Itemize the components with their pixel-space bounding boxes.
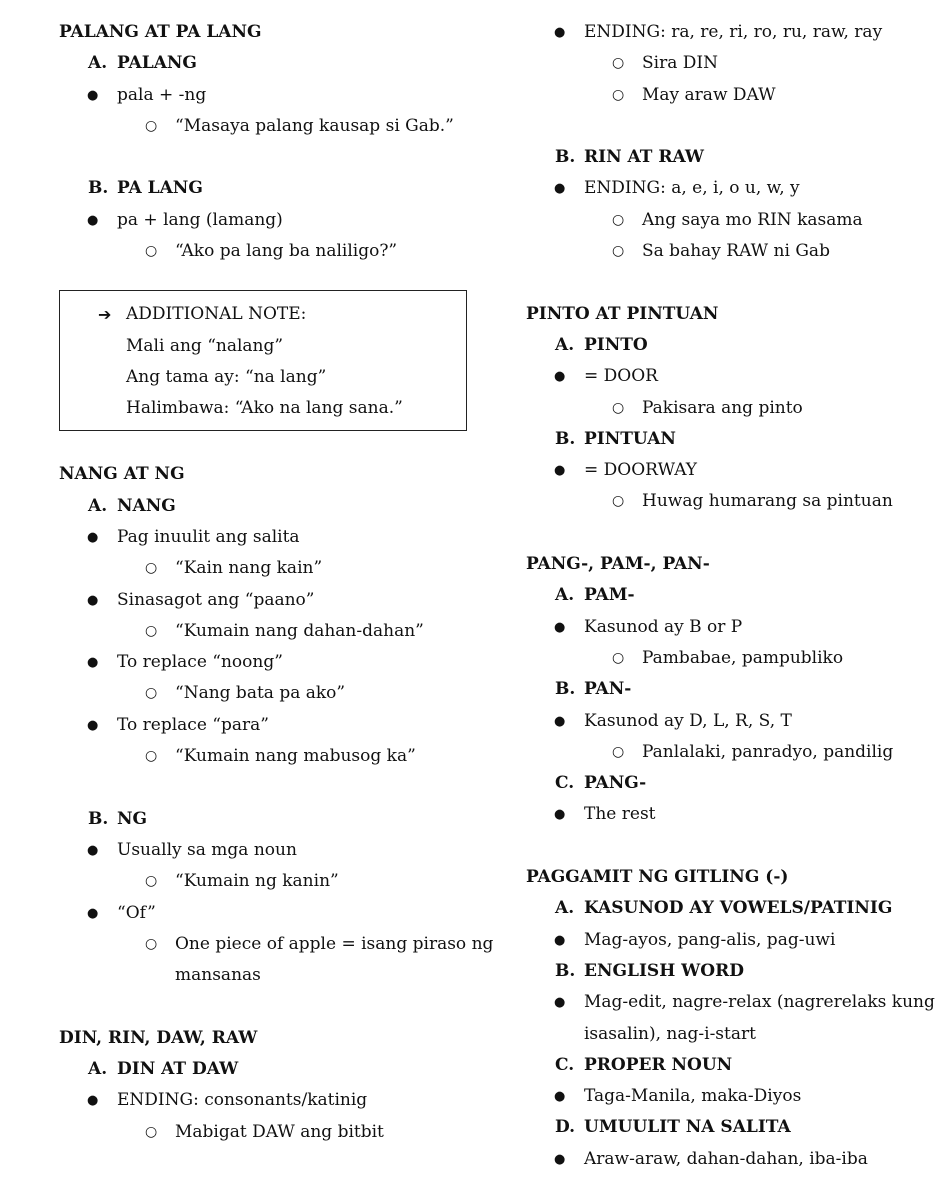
example-item-continuation: mansanas [175, 965, 261, 986]
arrow-right-icon: ➔ [98, 305, 112, 325]
subheading-vowels: A. KASUNOD AY VOWELS/PATINIG [555, 898, 893, 919]
example-item: ○ “Ako pa lang ba naliligo?” [59, 236, 479, 267]
example-item: ○ “Nang bata pa ako” [59, 678, 479, 709]
example-item: ○ Mabigat DAW ang bitbit [59, 1117, 479, 1148]
bullet-item: ● = DOORWAY [526, 455, 926, 486]
section-title-pinto: PINTO AT PINTUAN [526, 303, 719, 324]
section-title-pang: PANG-, PAM-, PAN- [526, 554, 710, 575]
example-item: ○ One piece of apple = isang piraso ng [59, 929, 479, 960]
example-item: ○ May araw DAW [526, 80, 926, 111]
subheading-din-daw: A. DIN AT DAW [88, 1059, 239, 1080]
bullet-item: ● Kasunod ay D, L, R, S, T [526, 706, 926, 737]
note-line: Mali ang “nalang” [126, 335, 284, 356]
example-item: ○ “Kumain nang mabusog ka” [59, 741, 479, 772]
subheading-nang: A. NANG [88, 495, 176, 516]
subheading-pinto: A. PINTO [555, 334, 648, 355]
example-item: ○ Sira DIN [526, 48, 926, 79]
bullet-item: ● To replace “para” [59, 710, 479, 741]
bullet-item: ● “Of” [59, 898, 479, 929]
example-item: ○ “Kumain nang dahan-dahan” [59, 616, 479, 647]
bullet-item: ● pa + lang (lamang) [59, 205, 479, 236]
bullet-item: ● Usually sa mga noun [59, 835, 479, 866]
example-item: ○ Sa bahay RAW ni Gab [526, 236, 926, 267]
bullet-item: ● ENDING: consonants/katinig [59, 1085, 479, 1116]
subheading-rin-raw: B. RIN AT RAW [555, 147, 704, 168]
subheading-umuulit: D. UMUULIT NA SALITA [555, 1117, 791, 1138]
bullet-item: ● Araw-araw, dahan-dahan, iba-iba [526, 1144, 926, 1175]
bullet-item: ● pala + -ng [59, 80, 479, 111]
note-line: Halimbawa: “Ako na lang sana.” [126, 398, 403, 419]
subheading-ng: B. NG [88, 808, 148, 829]
subheading-palang: A. PALANG [88, 53, 197, 74]
subheading-pa-lang: B. PA LANG [88, 178, 203, 199]
subheading-pang: C. PANG- [555, 773, 647, 794]
bullet-item: ● Mag-edit, nagre-relax (nagrerelaks kung [526, 987, 926, 1018]
bullet-item-continuation: isasalin), nag-i-start [584, 1023, 756, 1044]
subheading-english-word: B. ENGLISH WORD [555, 960, 744, 981]
subheading-proper-noun: C. PROPER NOUN [555, 1054, 733, 1075]
section-title-gitling: PAGGAMIT NG GITLING (-) [526, 867, 789, 888]
bullet-item: ● To replace “noong” [59, 647, 479, 678]
bullet-item: ● Pag inuulit ang salita [59, 522, 479, 553]
example-item: ○ Pambabae, pampubliko [526, 643, 926, 674]
example-item: ○ Ang saya mo RIN kasama [526, 205, 926, 236]
section-title-din: DIN, RIN, DAW, RAW [59, 1027, 258, 1048]
example-item: ○ Panlalaki, panradyo, pandilig [526, 737, 926, 768]
note-line: Ang tama ay: “na lang” [126, 366, 327, 387]
example-item: ○ Pakisara ang pinto [526, 393, 926, 424]
section-title-nang: NANG AT NG [59, 464, 185, 485]
example-item: ○ Huwag humarang sa pintuan [526, 486, 926, 517]
example-item: ○ “Kain nang kain” [59, 553, 479, 584]
right-column [526, 17, 935, 1175]
example-item: ○ “Kumain ng kanin” [59, 866, 479, 897]
note-title: ➔ ADDITIONAL NOTE: [60, 299, 466, 330]
bullet-item: ● Kasunod ay B or P [526, 612, 926, 643]
bullet-item: ● The rest [526, 799, 926, 830]
subheading-pan: B. PAN- [555, 679, 632, 700]
bullet-item: ● = DOOR [526, 361, 926, 392]
bullet-item: ● ENDING: ra, re, ri, ro, ru, raw, ray [526, 17, 926, 48]
bullet-item: ● Mag-ayos, pang-alis, pag-uwi [526, 925, 926, 956]
subheading-pintuan: B. PINTUAN [555, 428, 676, 449]
example-item: ○ “Masaya palang kausap si Gab.” [59, 111, 479, 142]
bullet-item: ● Sinasagot ang “paano” [59, 585, 479, 616]
left-column [59, 17, 494, 1148]
bullet-item: ● ENDING: a, e, i, o u, w, y [526, 173, 926, 204]
additional-note-box [59, 290, 467, 431]
bullet-item: ● Taga-Manila, maka-Diyos [526, 1081, 926, 1112]
section-title-palang: PALANG AT PA LANG [59, 22, 262, 42]
subheading-pam: A. PAM- [555, 585, 635, 606]
